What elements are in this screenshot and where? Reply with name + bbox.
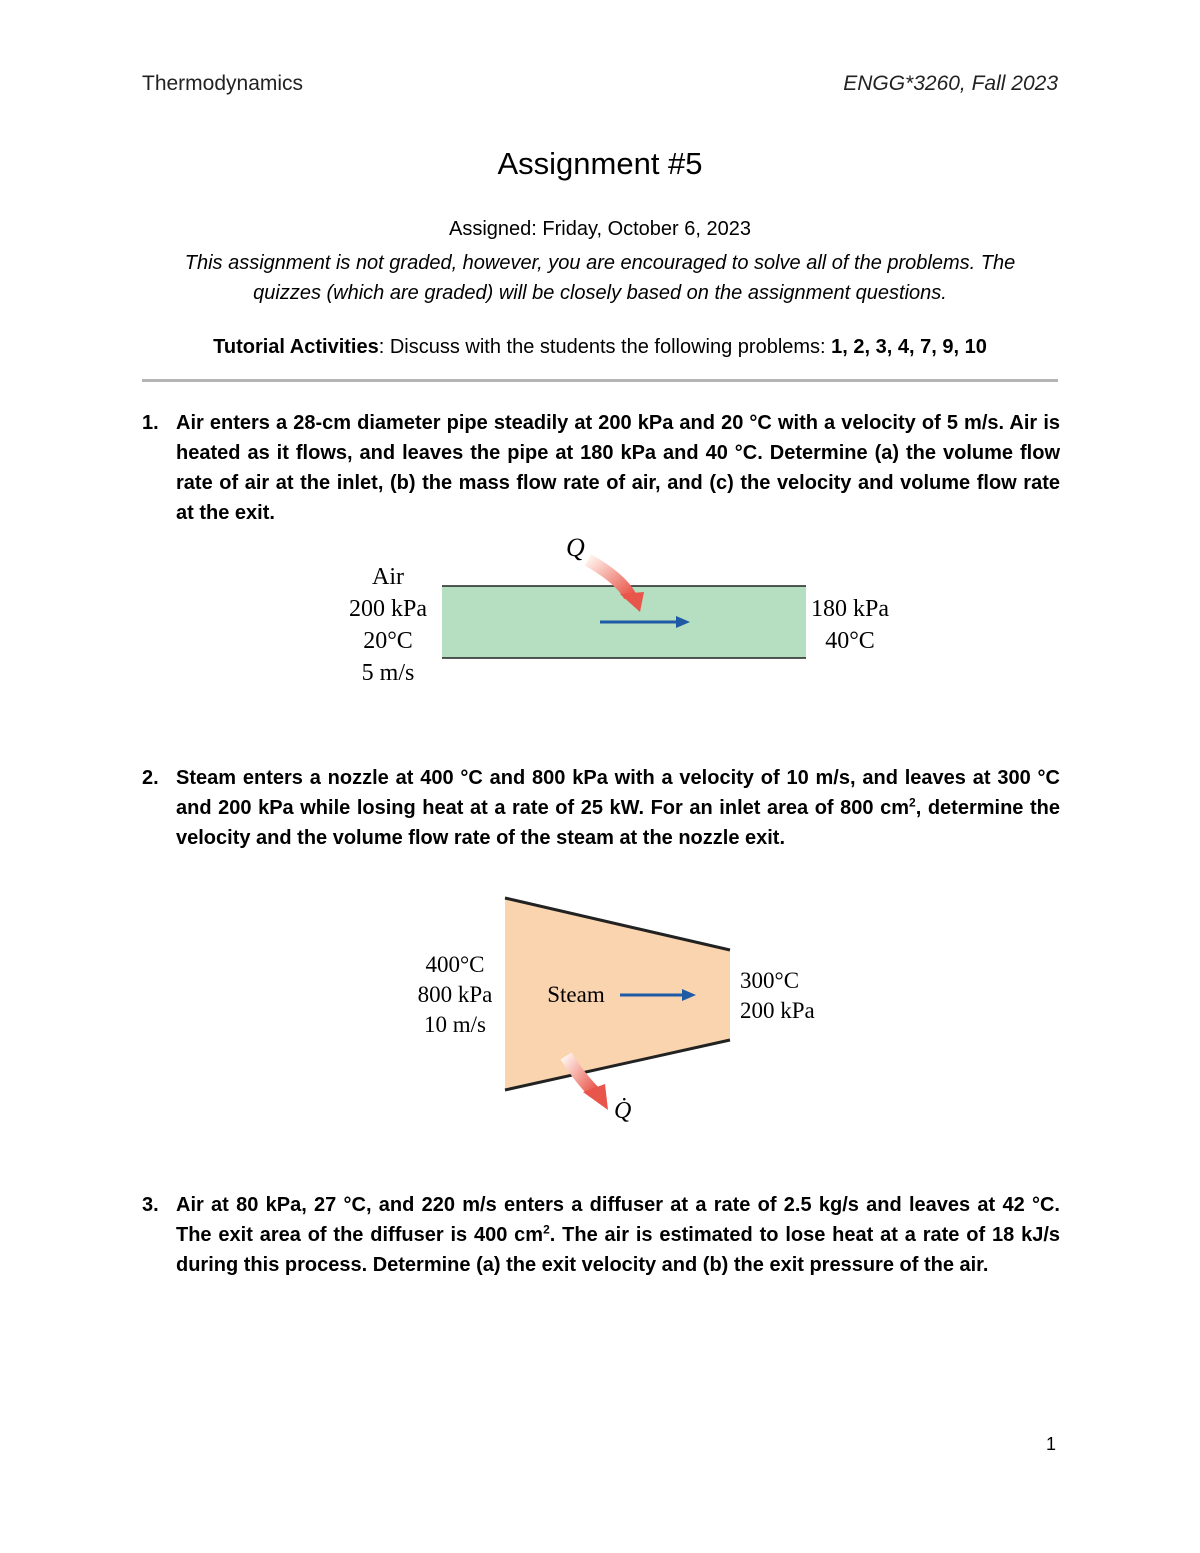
course-code: ENGG*3260, Fall 2023: [843, 72, 1058, 95]
inlet-fluid: Air: [372, 564, 404, 590]
inlet-velocity: 10 m/s: [424, 1012, 486, 1037]
assigned-date: Assigned: Friday, October 6, 2023: [448, 218, 751, 240]
outlet-pressure: 180 kPa: [811, 596, 889, 622]
problem-text: [176, 1190, 1060, 1280]
inlet-pressure: 200 kPa: [349, 596, 427, 622]
tutorial-label: Tutorial Activities: [213, 336, 379, 358]
outlet-temperature: 300°C: [740, 968, 800, 993]
page-number: 1: [1045, 1434, 1056, 1454]
superscript: 2: [909, 795, 916, 810]
tutorial-text: : Discuss with the students the following problems:: [378, 336, 832, 358]
problem-1: [142, 408, 1060, 528]
heat-label: Q: [566, 533, 585, 562]
nozzle-body: [505, 898, 730, 1090]
problem-text-part1: Air at 80 kPa, 27 °C, and 220 m/s enters a diffuser at a rate of 2.5 kg/s and leaves at 42 °C. The exit area of the diffuser is 400 cm: [176, 1194, 1060, 1246]
grading-note-line1: This assignment is not graded, however, you are encouraged to solve all of the problems. The: [184, 252, 1016, 274]
problem-text: Air enters a 28-cm diameter pipe steadily at 200 kPa and 20 °C with a velocity of 5 m/s. Air is heated as it flows, and leaves the pipe at 180 kPa and 40 °C. Determine (a) the volume flow rate of air at the inlet, (b) the mass flow rate of air, and (c) the velocity and volume flow rate at the exit.: [176, 412, 1060, 524]
superscript: 2: [543, 1222, 550, 1237]
inlet-temperature: 20°C: [363, 628, 413, 654]
inlet-pressure: 800 kPa: [417, 982, 493, 1007]
tutorial-activities: [142, 336, 1058, 359]
outlet-pressure: 200 kPa: [740, 998, 815, 1023]
outlet-temperature: 40°C: [825, 628, 875, 654]
problem-text-part2: , determine the velocity and the volume flow rate of the steam at the nozzle exit.: [176, 797, 1060, 849]
pipe-heating-figure: [330, 530, 910, 690]
problem-number: 3.: [142, 1194, 159, 1216]
inlet-temperature: 400°C: [425, 952, 485, 977]
grading-note-line2: quizzes (which are graded) will be closely based on the assignment questions.: [253, 282, 947, 304]
tutorial-problem-list: 1, 2, 3, 4, 7, 9, 10: [831, 336, 987, 358]
heat-label: Q̇: [614, 1098, 632, 1124]
problem-text: [176, 763, 1060, 853]
problem-number: 1.: [142, 412, 159, 434]
problem-3: [142, 1190, 1060, 1280]
problem-number: 2.: [142, 767, 159, 789]
grading-note: [142, 248, 1058, 308]
inlet-velocity: 5 m/s: [361, 660, 415, 686]
course-name: Thermodynamics: [142, 72, 304, 95]
problem-text-part1: Steam enters a nozzle at 400 °C and 800 kPa with a velocity of 10 m/s, and leaves at 300 °C and 200 kPa while losing heat at a rate of 25 kW. For an inlet area of 800 cm: [176, 767, 1060, 819]
problem-text-part2: . The air is estimated to lose heat at a rate of 18 kJ/s during this process. Determine (a) the exit velocity and (b) the exit pressure of the air.: [176, 1224, 1060, 1276]
page-title: Assignment #5: [497, 146, 703, 181]
nozzle-figure: [400, 888, 840, 1128]
fluid-label: Steam: [547, 982, 605, 1007]
section-divider: [142, 379, 1058, 382]
problem-2: [142, 763, 1060, 853]
